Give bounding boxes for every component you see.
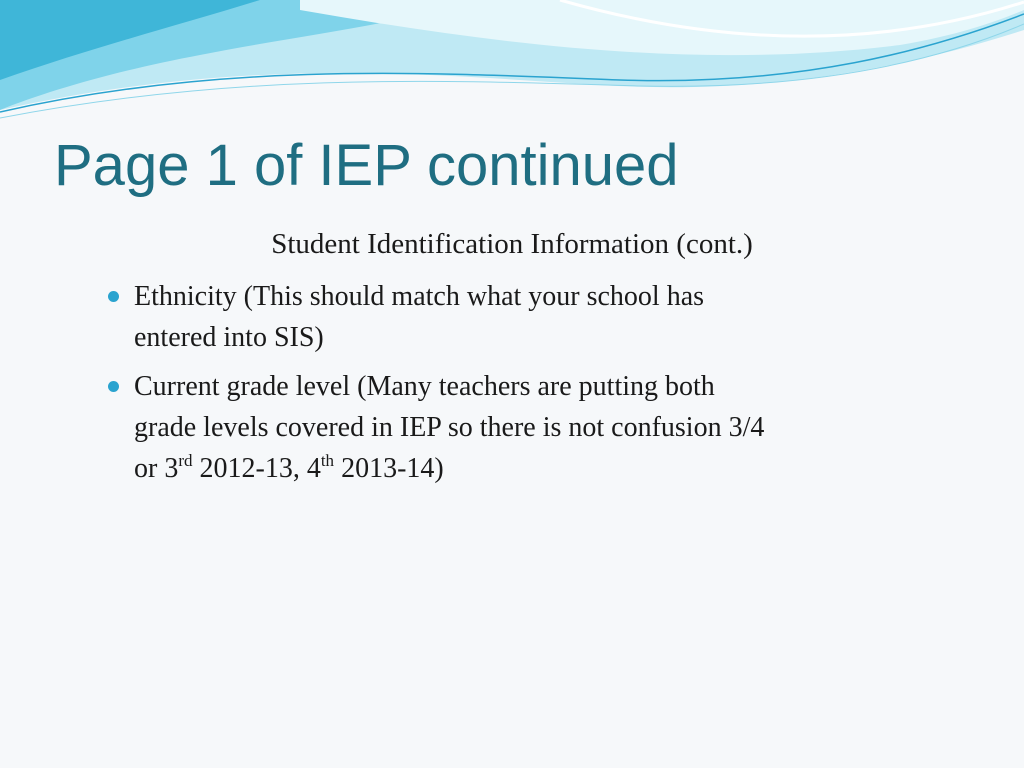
bullet-item-grade-level [134, 366, 964, 489]
text-segment: or 3 [134, 453, 179, 484]
bullet-line: entered into SIS) [134, 322, 324, 353]
bullet-line [134, 453, 444, 484]
bullet-line: Ethnicity (This should match what your school has [134, 281, 705, 312]
subheading: Student Identification Information (cont.) [271, 228, 753, 260]
text-segment: 2012-13, 4 [192, 453, 321, 484]
bullet-dot-icon [108, 381, 119, 392]
ordinal-superscript: rd [178, 451, 193, 470]
bullet-line: grade levels covered in IEP so there is not confusion 3/4 [134, 412, 765, 443]
bullet-line: Current grade level (Many teachers are putting both [134, 371, 715, 402]
header-wave-decoration [0, 0, 1024, 130]
bullet-dot-icon [108, 291, 119, 302]
text-segment: 2013-14) [334, 453, 444, 484]
slide-title: Page 1 of IEP continued [54, 133, 679, 198]
bullet-item-ethnicity [134, 276, 964, 358]
ordinal-superscript: th [320, 451, 335, 470]
